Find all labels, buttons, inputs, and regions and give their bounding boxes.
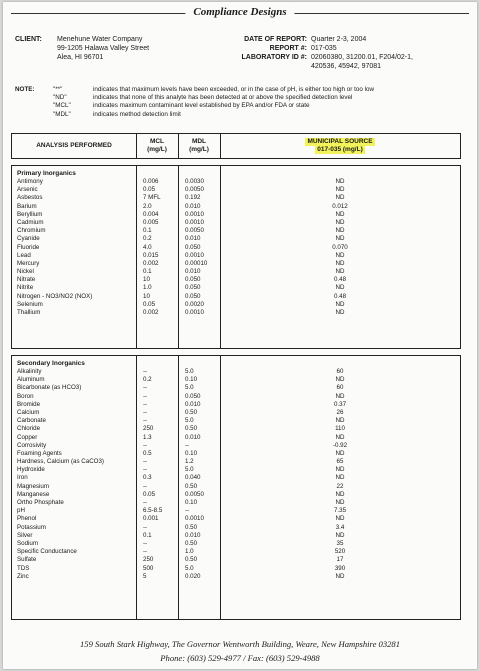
mcl-value: 250 [143, 425, 154, 433]
analyte-name: Thallium [17, 309, 41, 316]
mdl-value: 0.050 [185, 284, 201, 292]
table-row [12, 293, 460, 301]
analyte-name: Chromium [17, 227, 46, 235]
result-value: 26 [336, 408, 344, 416]
analyte-name: Magnesium [17, 482, 49, 490]
footer-address: 159 South Stark Highway, The Governor Wentworth Building, Weare, New Hampshire 03281 [79, 639, 401, 649]
table-row [12, 244, 460, 252]
analyte-name: Corrosivity [17, 441, 47, 449]
result-value: ND [335, 490, 345, 498]
result-value: ND [335, 251, 345, 259]
mcl-value: -- [143, 368, 148, 375]
mdl-value: 5.0 [185, 417, 194, 425]
table-row [12, 524, 460, 532]
analyte-name: Phenol [17, 515, 37, 523]
mcl-value: -- [143, 539, 148, 547]
client-label: CLIENT: [15, 36, 42, 43]
mdl-value: 0.0010 [185, 251, 204, 259]
table-row [12, 573, 460, 581]
table-row [12, 203, 460, 211]
mcl-value: 10 [143, 292, 150, 300]
result-value: ND [335, 376, 345, 384]
result-value: 60 [336, 384, 344, 392]
mcl-value: 7 MFL [143, 194, 161, 202]
analyte-name: Antimony [17, 178, 43, 185]
mdl-value: 5.0 [185, 384, 194, 392]
result-value: 60 [336, 368, 344, 375]
analyte-name: Copper [17, 433, 38, 441]
mcl-value: -- [143, 400, 148, 408]
analyte-name: Lead [17, 251, 31, 259]
table-row [12, 301, 460, 309]
source-title: MUNICIPAL SOURCE [307, 138, 373, 145]
report-values [311, 35, 413, 71]
mcl-value: 0.5 [143, 449, 152, 457]
report-number-value: 017-035 [311, 45, 337, 52]
mdl-value: 0.010 [185, 235, 201, 243]
mdl-value: 0.50 [185, 425, 198, 433]
mdl-value: 0.00010 [185, 259, 208, 267]
mcl-value: 0.002 [143, 259, 159, 267]
analyte-name: Nitrogen - NO3/NO2 (NOX) [17, 292, 93, 300]
result-value: ND [335, 300, 345, 308]
analyte-name: Arsenic [17, 186, 38, 194]
mcl-value: -- [143, 548, 148, 556]
mcl-value: 0.005 [143, 218, 159, 226]
result-value: 0.48 [333, 276, 347, 284]
mdl-value: 0.0010 [185, 309, 204, 316]
table-row [12, 499, 460, 507]
analyte-name: Foaming Agents [17, 449, 62, 457]
lab-id-value-2: 420536, 45942, 97081 [311, 63, 382, 70]
mcl-value: 0.1 [143, 268, 152, 276]
table-row [12, 235, 460, 243]
analyte-name: Manganese [17, 490, 50, 498]
mcl-value: 6.5-8.5 [143, 507, 163, 515]
table-row [12, 268, 460, 276]
mcl-value: 0.05 [143, 490, 156, 498]
report-number-label: REPORT #: [269, 45, 307, 52]
analyte-name: Fluoride [17, 243, 40, 251]
mdl-value: 0.0020 [185, 300, 204, 308]
company-brand: Compliance Designs [185, 6, 294, 18]
analyte-name: Selenium [17, 300, 43, 308]
mdl-value: 5.0 [185, 368, 194, 375]
mcl-value: 0.002 [143, 309, 159, 316]
secondary-section-title: Secondary Inorganics [17, 360, 85, 367]
mcl-value: 1.0 [143, 284, 152, 292]
table-row [12, 565, 460, 573]
table-row [12, 186, 460, 194]
client-line: Alea, HI 96701 [57, 54, 104, 61]
mdl-value: 0.0010 [185, 515, 204, 523]
mcl-value: 0.001 [143, 515, 159, 523]
table-row [12, 409, 460, 417]
table-row [12, 178, 460, 186]
mdl-value: 0.0010 [185, 210, 204, 218]
mdl-value: 0.0050 [185, 490, 204, 498]
mcl-value: 0.3 [143, 474, 152, 482]
mcl-value: 5 [143, 572, 147, 580]
result-value: 390 [334, 564, 346, 572]
analyte-name: Beryllium [17, 210, 43, 218]
result-value: ND [335, 235, 345, 243]
table-header [11, 133, 461, 159]
analyte-name: Potassium [17, 523, 46, 531]
mcl-value: 0.1 [143, 227, 152, 235]
mdl-value: 5.0 [185, 564, 194, 572]
mcl-value: -- [143, 392, 148, 400]
mdl-value: 5.0 [185, 466, 194, 474]
mcl-value: 0.2 [143, 376, 152, 384]
date-label: DATE OF REPORT: [244, 36, 307, 43]
table-row [12, 309, 460, 317]
mcl-value: 0.006 [143, 178, 159, 185]
mdl-value: 0.50 [185, 482, 198, 490]
primary-inorganics-table [11, 165, 461, 349]
analyte-name: Chloride [17, 425, 41, 433]
mcl-value: -- [143, 499, 148, 506]
mcl-value: -- [143, 482, 148, 490]
analyte-name: pH [17, 507, 25, 515]
table-row [12, 491, 460, 499]
table-row [12, 260, 460, 268]
mdl-value: 0.050 [185, 243, 201, 251]
result-value: ND [335, 499, 345, 506]
result-value: ND [335, 210, 345, 218]
table-row [12, 227, 460, 235]
result-value: ND [335, 218, 345, 226]
analyte-name: Asbestos [17, 194, 43, 202]
client-address [57, 35, 149, 62]
table-row [12, 284, 460, 292]
mcl-header: MCL (mg/L) [147, 138, 167, 153]
mdl-value: 0.0010 [185, 218, 204, 226]
analyte-name: Sodium [17, 539, 38, 547]
mdl-value: 0.020 [185, 572, 201, 580]
mcl-value: 0.004 [143, 210, 159, 218]
mdl-value: 0.050 [185, 292, 201, 300]
note-label: NOTE: [15, 86, 35, 93]
table-row [12, 219, 460, 227]
mcl-value: 0.05 [143, 300, 156, 308]
mdl-value: 0.192 [185, 194, 201, 202]
result-value: ND [335, 433, 345, 441]
result-value: -0.92 [332, 441, 348, 449]
mcl-value: -- [143, 458, 148, 466]
table-row [12, 548, 460, 556]
result-value: ND [335, 392, 345, 400]
mdl-value: 1.2 [185, 458, 194, 466]
mdl-value: 0.10 [185, 376, 198, 384]
result-value: 0.48 [333, 292, 347, 300]
result-value: 65 [336, 458, 344, 466]
analyte-name: Nitrite [17, 284, 34, 292]
result-value: 0.37 [333, 400, 347, 408]
table-row [12, 483, 460, 491]
analyte-name: Silver [17, 531, 33, 539]
table-row [12, 507, 460, 515]
table-row [12, 458, 460, 466]
table-row [12, 401, 460, 409]
mdl-value: 0.50 [185, 408, 198, 416]
analyte-name: Bromide [17, 400, 41, 408]
mdl-value: 0.0050 [185, 227, 204, 235]
mcl-value: 0.05 [143, 186, 156, 194]
table-row [12, 474, 460, 482]
mdl-header: MDL (mg/L) [189, 138, 209, 153]
table-row [12, 434, 460, 442]
analyte-name: Calcium [17, 408, 40, 416]
result-value: ND [335, 309, 345, 316]
analyte-name: Specific Conductance [17, 548, 77, 556]
result-value: 0.012 [332, 202, 348, 210]
result-value: ND [335, 259, 345, 267]
table-row [12, 393, 460, 401]
analyte-name: Cyanide [17, 235, 40, 243]
mdl-value: 1.0 [185, 548, 194, 556]
result-value: 3.4 [335, 523, 345, 531]
analyte-name: Hardness, Calcium (as CaCO3) [17, 458, 104, 466]
analyte-name: Sulfate [17, 556, 37, 564]
mdl-value: 0.10 [185, 449, 198, 457]
result-value: ND [335, 466, 345, 474]
result-value: 17 [336, 556, 344, 564]
result-value: 0.070 [332, 243, 348, 251]
mcl-value: -- [143, 408, 148, 416]
mcl-value: -- [143, 441, 148, 449]
primary-rows [12, 178, 460, 317]
table-row [12, 540, 460, 548]
result-value: 7.35 [333, 507, 347, 515]
report-page: Compliance Designs CLIENT: Menehune Water Company 99-1205 Halawa Valley Street Alea, HI 96701 DATE OF REPORT: REPORT #: LABORATORY ID #: Quarter 2-3, 2004 017-035 02060380, 31200.01, F204/02-1, 420536, 45942, 97081 NOTE: "**" indicates that maximum levels have been exceeded, or in the case of pH, is either too high or too low "ND" indicates that none of this analyte has been detected at or above the specified detection level "MCL" indicates maximum contaminant level established by EPA and/or FDA or state "MDL" indicates method detection limit ANALYSIS PERFORMED MCL (mg/L) MDL (mg/L) MUNICIPAL SOURCE 017-035 (mg/L) Primary Inorganics Antimony 0.006 0.0030 ND Arsenic 0.05 0.0050 ND Asbestos 7 MFL 0.192 ND Barium 2.0 0.010 0.012 Beryllium 0.004 0.0010 ND Cadmium 0.005 0.0010 ND Chromium 0.1 0.0050 ND Cyanide 0.2 0.010 ND Fluoride 4.0 0.050 0.070 Lead 0.015 0.0010 ND Mercury 0.002 0.00010 ND Nickel 0.1 0.010 ND Nitrate 10 0.050 0.48 Nitrite 1.0 0.050 ND Nitrogen - NO3/NO2 (NOX) 10 0.050 0.48 Selenium 0.05 0.0020 ND Thallium 0.002 0.0010 ND Secondary Inorganics Alkalinity -- 5.0 60 Aluminum 0.2 0.10 ND Bicarbonate (as HCO3) -- 5.0 60 Boron -- 0.050 ND Bromide -- 0.010 0.37 Calcium -- 0.50 26 Carbonate -- 5.0 ND Chloride 250 0.50 110 Copper 1.3 0.010 ND Corrosivity -- -- -0.92 Foaming Agents 0.5 0.10 ND Hardness, Calcium (as CaCO3) -- 1.2 65 Hydroxide -- 5.0 ND Iron 0.3 0.040 ND Magnesium -- 0.50 22 Manganese 0.05 0.0050 ND Ortho Phosphate -- 0.10 ND pH 6.5-8.5 -- 7.35 Phenol 0.001 0.0010 ND Potassium -- 0.50 3.4 Silver 0.1 0.010 ND Sodium -- 0.50 35 Specific Conductance -- 1.0 520 Sulfate 250 0.50 17 TDS 500 5.0 390 Zinc 5 0.020 ND 159 South Stark Highway, The Governor Wentworth Building, Weare, New Hampshire 03281 Phone: (603) 529-4977 / Fax: (603) 529-4988 [3, 2, 477, 669]
mdl-value: 0.0030 [185, 178, 204, 185]
analyte-name: Boron [17, 392, 34, 400]
mdl-value: 0.010 [185, 268, 201, 276]
result-value: ND [335, 417, 345, 425]
mdl-value: 0.010 [185, 531, 201, 539]
mdl-value: -- [185, 507, 190, 515]
mcl-value: -- [143, 417, 148, 425]
result-value: ND [335, 178, 345, 185]
mcl-value: 1.3 [143, 433, 152, 441]
analyte-name: Mercury [17, 259, 40, 267]
primary-section-title: Primary Inorganics [17, 170, 76, 177]
result-value: 35 [336, 539, 344, 547]
letterhead [11, 6, 469, 20]
mdl-value: 0.50 [185, 523, 198, 531]
table-row [12, 515, 460, 523]
table-row [12, 442, 460, 450]
result-value: 22 [336, 482, 344, 490]
mcl-value: 10 [143, 276, 150, 284]
mdl-value: 0.0050 [185, 186, 204, 194]
table-row [12, 384, 460, 392]
mdl-value: 0.50 [185, 539, 198, 547]
table-row [12, 252, 460, 260]
analyte-name: Iron [17, 474, 28, 482]
mcl-value: -- [143, 523, 148, 531]
result-value: ND [335, 194, 345, 202]
source-header [220, 134, 460, 158]
analyte-name: Zinc [17, 572, 29, 580]
mdl-value: 0.050 [185, 276, 201, 284]
result-value: 520 [334, 548, 346, 556]
result-value: 110 [335, 425, 345, 433]
result-value: ND [335, 531, 345, 539]
client-line: 99-1205 Halawa Valley Street [57, 45, 150, 52]
analyte-name: Barium [17, 202, 37, 210]
result-value: ND [335, 572, 345, 580]
table-row [12, 194, 460, 202]
footer-phone: Phone: (603) 529-4977 / Fax: (603) 529-4988 [160, 653, 320, 663]
mdl-value: 0.040 [185, 474, 201, 482]
mdl-value: 0.010 [185, 400, 201, 408]
mcl-value: 2.0 [143, 202, 152, 210]
result-value: ND [335, 268, 345, 276]
analyte-name: Cadmium [17, 218, 44, 226]
analyte-name: TDS [17, 564, 30, 572]
mdl-value: 0.010 [185, 433, 201, 441]
mcl-value: 0.015 [143, 251, 159, 259]
analyte-name: Bicarbonate (as HCO3) [17, 384, 82, 392]
result-value: ND [335, 284, 345, 292]
analyte-name: Carbonate [17, 417, 46, 425]
analyte-name: Ortho Phosphate [17, 499, 64, 506]
mcl-value: 4.0 [143, 243, 152, 251]
mcl-value: 0.1 [143, 531, 152, 539]
table-row [12, 450, 460, 458]
mcl-value: 500 [143, 564, 154, 572]
mdl-value: -- [185, 441, 190, 449]
mdl-value: 0.10 [185, 499, 198, 506]
analyte-name: Aluminum [17, 376, 45, 384]
result-value: ND [335, 227, 345, 235]
secondary-rows [12, 368, 460, 581]
client-line: Menehune Water Company [57, 36, 143, 43]
date-value: Quarter 2-3, 2004 [311, 36, 367, 43]
table-row [12, 417, 460, 425]
mcl-value: -- [143, 384, 148, 392]
result-value: ND [335, 186, 345, 194]
analysis-header: ANALYSIS PERFORMED [36, 142, 112, 149]
source-subtitle: 017-035 (mg/L) [317, 146, 363, 153]
report-labels [203, 35, 307, 62]
mdl-value: 0.010 [185, 202, 201, 210]
analyte-name: Nickel [17, 268, 34, 276]
result-value: ND [335, 449, 345, 457]
analyte-name: Nitrate [17, 276, 36, 284]
lab-id-value: 02060380, 31200.01, F204/02-1, [311, 54, 413, 61]
mdl-value: 0.050 [185, 392, 201, 400]
secondary-inorganics-table [11, 355, 461, 620]
table-row [12, 376, 460, 384]
table-row [12, 211, 460, 219]
table-row [12, 466, 460, 474]
analyte-name: Alkalinity [17, 368, 42, 375]
mcl-value: 0.2 [143, 235, 152, 243]
mcl-value: 250 [143, 556, 154, 564]
table-row [12, 368, 460, 376]
lab-id-label: LABORATORY ID #: [241, 54, 307, 61]
result-value: ND [335, 515, 345, 523]
result-value: ND [335, 474, 345, 482]
table-row [12, 532, 460, 540]
mcl-value: -- [143, 466, 148, 474]
table-row [12, 556, 460, 564]
analyte-name: Hydroxide [17, 466, 45, 474]
table-row [12, 425, 460, 433]
mdl-value: 0.50 [185, 556, 198, 564]
table-row [12, 276, 460, 284]
